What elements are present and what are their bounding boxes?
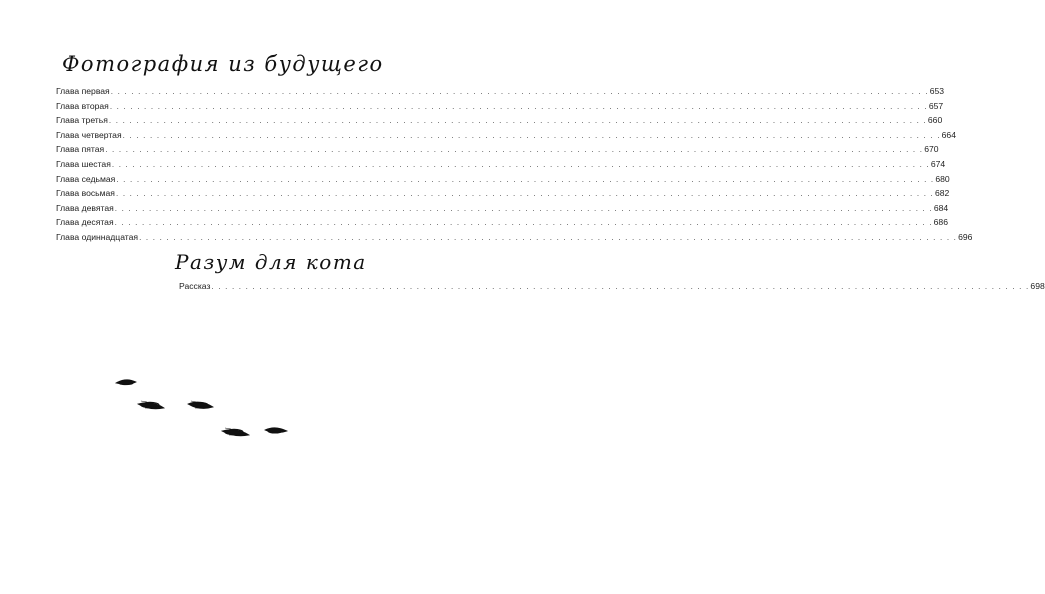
toc-entry-page: 682: [934, 188, 950, 199]
paw-print-icon: [188, 401, 213, 408]
dot-leader: . . . . . . . . . . . . . . . . . . . . . . . . . . . . . . . . . . . . . . . . . . . . . . . . . . . . . . . . . . . . . . . . . . . . . . . . . . . . . . . . . . . . . . . . . . . . . . . . . . . . . . . . . . . . . . . . . . . . . . . .: [139, 232, 958, 242]
toc-entry-page: 657: [928, 100, 944, 111]
toc-entry-page: 698: [1030, 281, 1045, 291]
paw-prints-ornament: [0, 0, 400, 594]
paw-print-icon: [138, 401, 164, 409]
toc-entry-page: 684: [933, 202, 949, 213]
dot-leader: . . . . . . . . . . . . . . . . . . . . . . . . . . . . . . . . . . . . . . . . . . . . . . . . . . . . . . . . . . . . . . . . . . . . . . . . . . . . . . . . . . . . . . . . . . . . . . . . . . . . . . . . . . . . . . . . . . . . . . . .: [115, 189, 934, 199]
toc-entry-page: 680: [935, 173, 950, 184]
dot-leader: . . . . . . . . . . . . . . . . . . . . . . . . . . . . . . . . . . . . . . . . . . . . . . . . . . . . . . . . . . . . . . . . . . . . . . . . . . . . . . . . . . . . . . . . . . . . . . . . . . . . . . . . . . . . . . . . . . . . . . . .: [122, 130, 941, 140]
toc-entry-label: Глава пятая: [56, 144, 105, 155]
dot-leader: . . . . . . . . . . . . . . . . . . . . . . . . . . . . . . . . . . . . . . . . . . . . . . . . . . . . . . . . . . . . . . . . . . . . . . . . . . . . . . . . . . . . . . . . . . . . . . . . . . . . . . . . . . . . . . . . . . . . . . . .: [211, 282, 1030, 291]
paw-print-icon: [265, 428, 287, 433]
dot-leader: . . . . . . . . . . . . . . . . . . . . . . . . . . . . . . . . . . . . . . . . . . . . . . . . . . . . . . . . . . . . . . . . . . . . . . . . . . . . . . . . . . . . . . . . . . . . . . . . . . . . . . . . . . . . . . . . . . . . . . . .: [111, 159, 930, 169]
toc-entry-page: 674: [930, 158, 946, 169]
dot-leader: . . . . . . . . . . . . . . . . . . . . . . . . . . . . . . . . . . . . . . . . . . . . . . . . . . . . . . . . . . . . . . . . . . . . . . . . . . . . . . . . . . . . . . . . . . . . . . . . . . . . . . . . . . . . . . . . . . . . . . . .: [109, 101, 928, 111]
toc-entry-label: Глава девятая: [56, 202, 114, 213]
toc-entry-page: 660: [927, 115, 943, 126]
toc-entry-label: Глава одиннадцатая: [56, 231, 139, 242]
toc-entry-label: Глава седьмая: [56, 173, 116, 184]
dot-leader: . . . . . . . . . . . . . . . . . . . . . . . . . . . . . . . . . . . . . . . . . . . . . . . . . . . . . . . . . . . . . . . . . . . . . . . . . . . . . . . . . . . . . . . . . . . . . . . . . . . . . . . . . . . . . . . . . . . . . . . .: [114, 203, 933, 213]
toc-entry-label: Глава третья: [56, 115, 108, 126]
toc-entry-label: Глава шестая: [56, 158, 111, 169]
toc-entry-label: Глава вторая: [56, 100, 109, 111]
dot-leader: . . . . . . . . . . . . . . . . . . . . . . . . . . . . . . . . . . . . . . . . . . . . . . . . . . . . . . . . . . . . . . . . . . . . . . . . . . . . . . . . . . . . . . . . . . . . . . . . . . . . . . . . . . . . . . . . . . . . . . . .: [116, 174, 935, 184]
toc-entry-label: Глава восьмая: [56, 188, 115, 199]
toc-entry-page: 686: [933, 217, 948, 228]
paw-print-icon: [116, 380, 136, 385]
dot-leader: . . . . . . . . . . . . . . . . . . . . . . . . . . . . . . . . . . . . . . . . . . . . . . . . . . . . . . . . . . . . . . . . . . . . . . . . . . . . . . . . . . . . . . . . . . . . . . . . . . . . . . . . . . . . . . . . . . . . . . . .: [114, 218, 933, 228]
toc-entry-label: Глава десятая: [56, 217, 114, 228]
dot-leader: . . . . . . . . . . . . . . . . . . . . . . . . . . . . . . . . . . . . . . . . . . . . . . . . . . . . . . . . . . . . . . . . . . . . . . . . . . . . . . . . . . . . . . . . . . . . . . . . . . . . . . . . . . . . . . . . . . . . . . . .: [110, 87, 929, 96]
toc-entry-label: Рассказ: [179, 281, 211, 291]
toc-entry-page: 653: [929, 86, 945, 96]
section-title: Разум для кота: [175, 250, 367, 274]
paw-print-icon: [222, 428, 249, 436]
toc-entry-page: 664: [941, 129, 956, 140]
toc-entry-label: Глава четвертая: [56, 129, 122, 140]
toc-entry-page: 696: [958, 231, 973, 242]
dot-leader: . . . . . . . . . . . . . . . . . . . . . . . . . . . . . . . . . . . . . . . . . . . . . . . . . . . . . . . . . . . . . . . . . . . . . . . . . . . . . . . . . . . . . . . . . . . . . . . . . . . . . . . . . . . . . . . . . . . . . . . .: [105, 145, 924, 155]
dot-leader: . . . . . . . . . . . . . . . . . . . . . . . . . . . . . . . . . . . . . . . . . . . . . . . . . . . . . . . . . . . . . . . . . . . . . . . . . . . . . . . . . . . . . . . . . . . . . . . . . . . . . . . . . . . . . . . . . . . . . . . .: [108, 116, 927, 126]
section-title: Фотография из будущего: [62, 52, 384, 76]
toc-entry-page: 670: [924, 144, 939, 155]
toc-entry-label: Глава первая: [56, 86, 110, 96]
